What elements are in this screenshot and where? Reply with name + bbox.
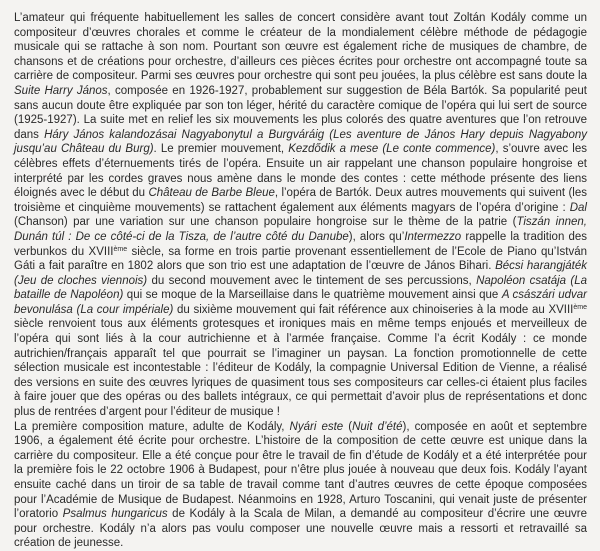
text-run: siècle, sa forme en trois partie provenant essentiellement de l’Ecole de Piano qu’István Gáti a fait paraître en 1802 alors que son trio est une adaptation de l’œuvre de János Bihari.: [14, 245, 587, 273]
text-run: La première composition mature, adulte de Kodály,: [14, 420, 290, 433]
italic-title: Intermezzo: [404, 230, 462, 243]
italic-title: Háry János kalandozásai Nagyabonytul a Burgváráig (Les aventure de János Hary depuis Nagyabony jusqu’au Château du Burg): [14, 128, 587, 156]
italic-title: A császári udvar bevonulása (La cour impériale): [14, 289, 587, 316]
superscript: ème: [113, 245, 128, 253]
italic-title: Dal: [569, 201, 587, 214]
italic-title: Kezdődik a mese (Le conte commence): [288, 143, 496, 156]
italic-title: Bécsi harangjáték (Jeu de cloches viennois): [14, 260, 588, 287]
paragraph-suite-harry-janos: [14, 11, 587, 420]
text-run: (: [343, 420, 353, 433]
text-run: , s’ouvre avec les célèbres effets d’éternuements tirés de l’opéra. Ensuite un air rappelant une chanson populaire hongroise et interprété par les cordes graves nous amène dans le monde des contes : cette méthode présente des liens éloignés avec le début du: [14, 143, 587, 200]
text-run: du second mouvement avec le tintement de ses percussions,: [147, 274, 477, 287]
italic-title: Tiszán innen, Dunán túl : De ce côté-ci de la Tisza, de l’autre côté du Danube: [14, 216, 587, 243]
text-run: . Le premier mouvement,: [153, 143, 289, 156]
italic-title: Psalmus hungaricus: [62, 508, 168, 521]
italic-title: Nyári este: [289, 420, 344, 433]
text-run: , l’opéra de Bartók. Deux autres mouvements qui suivent (les troisième et cinquième mouvements) se rattachent également aux éléments magyars de l’opéra d’origine :: [14, 187, 587, 214]
italic-title: Château de Barbe Bleue: [148, 187, 275, 200]
italic-title: Nuit d’été: [352, 420, 403, 433]
text-run: (Chanson) par une variation sur une chanson populaire hongroise sur le thème de la patrie (: [14, 216, 517, 229]
paragraph-nyari-este: [14, 420, 587, 551]
text-run: rappelle la tradition des verbunkos du XVIII: [14, 230, 588, 258]
superscript: ème: [573, 303, 587, 311]
text-run: L’amateur qui fréquente habituellement les salles de concert considère avant tout Zoltán Kodály comme un compositeur d’œuvres chorales et comme le créateur de la mondialement célèbre méthode de pédagogie musicale qui se rattache à son nom. Pourtant son œuvre est également riche de musiques de chambre, de chansons et de créations pour orchestre, d’ailleurs ces pièces écrites pour orchestre ont accompagné toute sa carrière de compositeur. Parmi ses œuvres pour orchestre qui sont peu jouées, la plus célèbre est sans doute la: [14, 12, 587, 83]
text-run: de Kodály à la Scala de Milan, a demandé au compositeur d’écrire une œuvre pour orchestre. Kodály n’a alors pas voulu composer une nouvelle œuvre mais a ressorti et retravaillé sa création de jeunesse.: [14, 508, 587, 550]
text-run: du sixième mouvement qui fait référence aux chinoiseries à la mode au XVIII: [173, 303, 574, 316]
text-run: ), composée en août et septembre 1906, a également été écrite pour orchestre. L’histoire de la composition de cette œuvre est unique dans la carrière du compositeur. Elle a été conçue pour être le travail de fin d’étude de Kodály et a été interprétée pour la première fois le 22 octobre 1906 à Budapest, pour n’être plus jouée à nouveau que deux fois. Kodály l’ayant ensuite caché dans un tiroir de sa table de travail comme tant d’autres œuvres de cette époque composées pour l’Académie de Musique de Budapest. Néanmoins en 1928, Arturo Toscanini, qui venait juste de présenter l’oratorio: [14, 420, 587, 521]
italic-title: Napoléon csatája (La bataille de Napoléon): [14, 274, 588, 302]
italic-title: Suite Harry János: [14, 84, 108, 97]
text-run: siècle renvoient tous aux éléments grotesques et ironiques mais en même temps enjoués et merveilleux de l’opéra qui sont liés à la cour autrichienne et à l’armée française. Comme l’a écrit Kodály : ce monde autrichien/français apparaît tel que pourrait se l’imaginer un paysan. La fonction promotionnelle de cette sélection musicale est incontestable : l’éditeur de Kodály, la compagnie Universal Edition de Vienne, a réalisé des versions en suite des œuvres lyriques de quasiment tous ses compositeurs car celles-ci étaient plus faciles à faire jouer que des opéras ou des ballets intégraux, ce qui permettait d’avoir plus de représentations et donc plus de rentrées d’argent pour l’éditeur de musique !: [14, 318, 587, 419]
text-run: ), alors qu’: [348, 230, 405, 243]
text-run: qui se moque de la Marseillaise dans le quatrième mouvement ainsi que: [123, 289, 502, 302]
text-run: , composée en 1926-1927, probablement sur suggestion de Béla Bartók. Sa popularité peut sans aucun doute être expliquée par son ton léger, hérité du caractère comique de l’opéra qui lui sert de source (1925-1927). La suite met en relief les six mouvements les plus colorés des quatre aventures que l’on retrouve dans: [14, 84, 587, 141]
